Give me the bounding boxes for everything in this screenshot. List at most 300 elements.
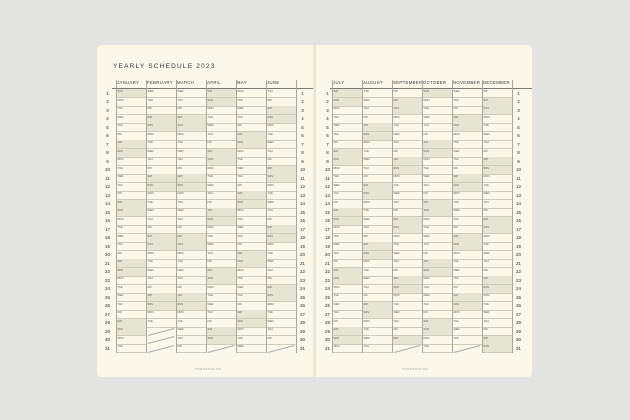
weekday-label: WED — [393, 132, 400, 136]
weekday-label: SAT — [483, 336, 489, 340]
weekday-label: FRI — [267, 158, 272, 161]
day-number-left: 25 — [325, 294, 330, 300]
day-number-left: 21 — [105, 260, 110, 266]
day-number-right: 27 — [516, 311, 521, 317]
weekday-label: SUN — [333, 158, 339, 161]
empty-day-slash — [268, 345, 294, 352]
weekday-label: THU — [117, 124, 123, 127]
weekday-label: SUN — [117, 268, 123, 272]
weekday-label: FRI — [333, 200, 338, 204]
weekday-label: SUN — [363, 311, 369, 314]
page-title: YEARLY SCHEDULE 2023 — [113, 63, 216, 70]
weekday-label: MON — [117, 217, 124, 221]
weekday-label: SAT — [423, 200, 429, 204]
weekday-label: THU — [363, 166, 369, 170]
day-number-right: 5 — [517, 124, 520, 130]
day-number-left: 31 — [325, 345, 330, 351]
weekday-label: SUN — [177, 302, 183, 306]
weekday-label: WED — [393, 192, 400, 195]
day-number-left: 11 — [325, 175, 330, 181]
weekday-label: FRI — [147, 166, 152, 170]
weekday-label: THU — [423, 124, 429, 127]
weekday-label: MON — [237, 209, 244, 212]
day-number-left: 24 — [325, 286, 330, 291]
day-number-right: 20 — [300, 252, 305, 257]
weekday-label: THU — [207, 132, 213, 136]
day-number-right: 8 — [517, 150, 520, 155]
day-number-left: 8 — [106, 150, 109, 155]
weekday-label: FRI — [267, 336, 272, 340]
day-number-right: 29 — [516, 328, 521, 334]
empty-day-slash — [148, 345, 174, 352]
weekday-label: TUE — [237, 98, 243, 102]
weekday-label: THU — [207, 251, 213, 255]
weekday-label: TUE — [393, 183, 399, 187]
day-number-left: 3 — [326, 107, 329, 113]
weekday-label: FRI — [177, 345, 182, 348]
day-number-right: 21 — [516, 260, 521, 266]
weekday-label: WED — [363, 158, 370, 161]
day-number-right: 6 — [517, 133, 520, 138]
weekday-label: SUN — [177, 124, 183, 127]
weekday-label: SUN — [237, 141, 243, 144]
weekday-label: THU — [363, 285, 369, 289]
weekday-label: WED — [207, 243, 214, 246]
weekday-label: MON — [333, 107, 340, 110]
weekday-label: THU — [237, 115, 243, 119]
weekday-label: TUE — [423, 345, 429, 348]
weekday-label: MON — [363, 141, 370, 144]
weekday-label: FRI — [267, 277, 272, 280]
weekday-label: THU — [147, 158, 153, 161]
weekday-label: THU — [117, 243, 123, 246]
weekday-label: SAT — [207, 149, 213, 153]
weekday-label: WED — [147, 90, 154, 93]
weekday-label: SAT — [177, 115, 183, 119]
weekday-label: SAT — [147, 294, 153, 297]
weekday-label: SUN — [423, 90, 429, 93]
weekday-label: TUE — [117, 226, 123, 229]
weekday-label: THU — [117, 183, 123, 187]
weekday-label: WED — [363, 277, 370, 280]
weekday-label: WED — [117, 234, 124, 238]
weekday-label: SUN — [207, 336, 213, 340]
weekday-label: SAT — [237, 251, 243, 255]
day-number-left: 3 — [106, 107, 109, 113]
weekday-label: SAT — [483, 158, 489, 161]
weekday-label: WED — [483, 132, 490, 136]
weekday-label: FRI — [177, 285, 182, 289]
weekday-label: WED — [333, 124, 340, 127]
weekday-label: WED — [237, 107, 244, 110]
weekday-label: FRI — [237, 124, 242, 127]
day-number-right: 31 — [300, 345, 305, 351]
weekday-label: MON — [267, 183, 274, 187]
day-cell — [363, 344, 392, 353]
weekday-label: MON — [147, 132, 154, 136]
weekday-label: TUE — [237, 158, 243, 161]
weekday-label: SAT — [423, 260, 429, 263]
day-number-left: 26 — [105, 303, 110, 308]
weekday-label: SAT — [177, 175, 183, 178]
weekday-label: MON — [363, 260, 370, 263]
day-cell — [237, 344, 266, 353]
weekday-label: FRI — [483, 328, 488, 331]
weekday-label: MON — [267, 124, 274, 127]
day-number-left: 30 — [105, 337, 110, 342]
day-number-left: 14 — [325, 201, 330, 206]
day-number-left: 13 — [325, 192, 330, 198]
month-header: MARCH — [177, 80, 195, 85]
weekday-label: SUN — [363, 251, 369, 255]
day-cell — [393, 336, 422, 345]
weekday-label: MON — [267, 243, 274, 246]
day-number-right: 1 — [517, 90, 520, 96]
weekday-label: THU — [453, 158, 459, 161]
month-header: JULY — [333, 80, 345, 85]
day-number-right: 1 — [301, 90, 304, 96]
weekday-label: TUE — [207, 234, 213, 238]
weekday-label: FRI — [453, 285, 458, 289]
day-number-right: 21 — [300, 260, 305, 266]
weekday-label: SUN — [453, 183, 459, 187]
empty-day-slash — [454, 345, 480, 352]
weekday-label: FRI — [237, 243, 242, 246]
weekday-label: SUN — [117, 149, 123, 153]
month-header: JANUARY — [117, 80, 140, 85]
weekday-label: THU — [483, 141, 489, 144]
weekday-label: THU — [333, 311, 339, 314]
weekday-label: WED — [237, 166, 244, 170]
day-number-left: 4 — [326, 116, 329, 121]
day-number-right: 20 — [516, 252, 521, 257]
day-number-left: 13 — [105, 192, 110, 198]
weekday-label: TUE — [117, 285, 123, 289]
weekday-label: TUE — [393, 243, 399, 246]
day-number-right: 23 — [300, 277, 305, 283]
weekday-label: SAT — [363, 183, 369, 187]
day-number-left: 26 — [325, 303, 330, 308]
weekday-label: SAT — [237, 132, 243, 136]
weekday-label: SAT — [207, 209, 213, 212]
weekday-label: MON — [177, 311, 184, 314]
weekday-label: TUE — [333, 234, 339, 238]
day-number-left: 20 — [105, 252, 110, 257]
weekday-label: SUN — [393, 226, 399, 229]
column-divider — [296, 80, 297, 353]
day-number-left: 16 — [105, 218, 110, 223]
weekday-label: SAT — [483, 98, 489, 102]
weekday-label: WED — [267, 200, 274, 204]
day-number-right: 10 — [516, 167, 521, 172]
day-number-right: 17 — [516, 226, 521, 232]
day-number-right: 7 — [517, 141, 520, 147]
weekday-label: TUE — [117, 107, 123, 110]
weekday-label: WED — [207, 124, 214, 127]
empty-day-slash — [394, 345, 420, 352]
day-number-right: 14 — [516, 201, 521, 206]
weekday-label: TUE — [117, 166, 123, 170]
weekday-label: MON — [177, 132, 184, 136]
weekday-label: MON — [393, 115, 400, 119]
weekday-label: TUE — [363, 149, 369, 153]
day-number-right: 24 — [300, 286, 305, 291]
day-cell — [267, 336, 296, 345]
weekday-label: WED — [177, 90, 184, 93]
day-number-right: 5 — [301, 124, 304, 130]
weekday-label: WED — [393, 251, 400, 255]
day-number-left: 2 — [326, 99, 329, 104]
weekday-label: TUE — [147, 260, 153, 263]
weekday-label: MON — [363, 319, 370, 323]
month-header: SEPTEMBER — [393, 80, 423, 85]
day-number-right: 31 — [516, 345, 521, 351]
weekday-label: SUN — [147, 183, 153, 187]
weekday-label: SUN — [483, 226, 489, 229]
day-cell — [207, 336, 236, 345]
weekday-label: SUN — [453, 243, 459, 246]
weekday-label: THU — [237, 175, 243, 178]
weekday-label: FRI — [237, 183, 242, 187]
day-number-right: 13 — [300, 192, 305, 198]
day-number-right: 18 — [516, 235, 521, 240]
weekday-label: THU — [483, 200, 489, 204]
day-cell — [333, 344, 362, 353]
weekday-label: SAT — [423, 141, 429, 144]
weekday-label: FRI — [453, 107, 458, 110]
weekday-label: WED — [423, 115, 430, 119]
weekday-label: SUN — [483, 345, 489, 348]
day-cell — [147, 319, 176, 328]
weekday-label: THU — [177, 277, 183, 280]
weekday-label: TUE — [267, 251, 273, 255]
day-number-left: 16 — [325, 218, 330, 223]
weekday-label: TUE — [363, 90, 369, 93]
day-number-right: 13 — [516, 192, 521, 198]
empty-day-slash — [148, 336, 174, 343]
day-cell — [423, 344, 452, 353]
month-header: MAY — [237, 80, 247, 85]
day-number-left: 17 — [105, 226, 110, 232]
weekday-label: FRI — [237, 302, 242, 306]
weekday-label: TUE — [393, 302, 399, 306]
weekday-label: FRI — [483, 149, 488, 153]
weekday-label: SAT — [453, 175, 459, 178]
month-header: NOVEMBER — [453, 80, 481, 85]
weekday-label: THU — [363, 345, 369, 348]
weekday-label: MON — [453, 132, 460, 136]
weekday-label: WED — [333, 243, 340, 246]
weekday-label: SUN — [207, 98, 213, 102]
weekday-label: THU — [453, 217, 459, 221]
weekday-label: FRI — [423, 251, 428, 255]
weekday-label: SAT — [237, 192, 243, 195]
weekday-label: THU — [237, 294, 243, 297]
weekday-label: FRI — [333, 141, 338, 144]
weekday-label: SAT — [117, 319, 123, 323]
day-number-left: 30 — [325, 337, 330, 342]
weekday-label: WED — [207, 183, 214, 187]
weekday-label: THU — [177, 158, 183, 161]
weekday-label: MON — [147, 251, 154, 255]
weekday-label: SUN — [207, 158, 213, 161]
day-number-left: 11 — [105, 175, 110, 181]
weekday-label: SUN — [423, 268, 429, 272]
weekday-label: MON — [423, 277, 430, 280]
day-number-right: 22 — [516, 269, 521, 274]
weekday-label: SAT — [237, 311, 243, 314]
day-number-left: 1 — [106, 90, 109, 96]
weekday-label: FRI — [393, 90, 398, 93]
weekday-label: THU — [267, 149, 273, 153]
weekday-label: THU — [147, 217, 153, 221]
weekday-label: TUE — [177, 141, 183, 144]
weekday-label: SUN — [237, 319, 243, 323]
weekday-label: WED — [453, 209, 460, 212]
day-number-right: 23 — [516, 277, 521, 283]
weekday-label: WED — [177, 209, 184, 212]
weekday-label: FRI — [117, 251, 122, 255]
weekday-label: THU — [393, 319, 399, 323]
weekday-label: FRI — [147, 107, 152, 110]
weekday-label: TUE — [423, 226, 429, 229]
day-number-left: 4 — [106, 116, 109, 121]
weekday-label: SUN — [267, 175, 273, 178]
weekday-label: WED — [237, 226, 244, 229]
weekday-label: SUN — [147, 243, 153, 246]
weekday-label: MON — [237, 268, 244, 272]
weekday-label: TUE — [147, 200, 153, 204]
weekday-label: TUE — [363, 268, 369, 272]
day-number-left: 22 — [105, 269, 110, 274]
weekday-label: WED — [423, 294, 430, 297]
weekday-label: MON — [177, 192, 184, 195]
weekday-label: FRI — [393, 209, 398, 212]
weekday-label: SAT — [423, 319, 429, 323]
weekday-label: MON — [453, 192, 460, 195]
weekday-label: TUE — [267, 132, 273, 136]
weekday-label: SUN — [483, 285, 489, 289]
weekday-label: TUE — [147, 141, 153, 144]
day-number-left: 15 — [105, 209, 110, 215]
weekday-label: SAT — [177, 234, 183, 238]
weekday-label: MON — [423, 98, 430, 102]
weekday-label: TUE — [483, 183, 489, 187]
day-number-left: 9 — [326, 158, 329, 164]
weekday-label: WED — [363, 98, 370, 102]
weekday-label: TUE — [333, 115, 339, 119]
weekday-label: SAT — [333, 209, 339, 212]
weekday-label: SUN — [207, 217, 213, 221]
day-number-left: 5 — [106, 124, 109, 130]
weekday-label: FRI — [117, 311, 122, 314]
weekday-label: FRI — [207, 200, 212, 204]
day-number-right: 9 — [517, 158, 520, 164]
weekday-label: FRI — [207, 319, 212, 323]
weekday-label: SAT — [393, 217, 399, 221]
weekday-label: SAT — [453, 294, 459, 297]
weekday-label: WED — [453, 328, 460, 331]
weekday-label: SUN — [237, 200, 243, 204]
weekday-label: THU — [207, 192, 213, 195]
weekday-label: SUN — [147, 302, 153, 306]
weekday-label: THU — [423, 243, 429, 246]
weekday-label: WED — [453, 268, 460, 272]
weekday-label: MON — [207, 226, 214, 229]
weekday-label: WED — [237, 285, 244, 289]
month-header: FEBRUARY — [147, 80, 173, 85]
weekday-label: SAT — [177, 294, 183, 297]
day-number-left: 8 — [326, 150, 329, 155]
weekday-label: WED — [363, 336, 370, 340]
weekday-label: MON — [423, 336, 430, 340]
weekday-label: TUE — [483, 124, 489, 127]
day-number-right: 14 — [300, 201, 305, 206]
weekday-label: SUN — [333, 217, 339, 221]
weekday-label: SAT — [363, 243, 369, 246]
weekday-label: SAT — [207, 328, 213, 331]
day-number-right: 4 — [301, 116, 304, 121]
day-number-left: 9 — [106, 158, 109, 164]
day-number-right: 26 — [516, 303, 521, 308]
day-number-left: 10 — [105, 167, 110, 172]
weekday-label: SAT — [117, 141, 123, 144]
weekday-label: MON — [423, 158, 430, 161]
weekday-label: FRI — [423, 132, 428, 136]
weekday-label: THU — [117, 302, 123, 306]
weekday-label: SUN — [117, 209, 123, 212]
weekday-label: SAT — [147, 234, 153, 238]
weekday-label: TUE — [207, 115, 213, 119]
weekday-label: SAT — [483, 277, 489, 280]
weekday-label: THU — [393, 260, 399, 263]
day-number-left: 31 — [105, 345, 110, 351]
day-number-right: 17 — [300, 226, 305, 232]
day-number-right: 16 — [300, 218, 305, 223]
empty-day-slash — [208, 345, 234, 352]
weekday-label: TUE — [423, 285, 429, 289]
weekday-label: WED — [333, 302, 340, 306]
day-number-left: 10 — [325, 167, 330, 172]
day-number-right: 15 — [300, 209, 305, 215]
weekday-label: THU — [177, 98, 183, 102]
weekday-label: FRI — [393, 268, 398, 272]
day-number-right: 10 — [300, 167, 305, 172]
weekday-label: THU — [393, 141, 399, 144]
weekday-label: FRI — [483, 90, 488, 93]
day-number-left: 12 — [105, 184, 110, 189]
weekday-label: SAT — [393, 336, 399, 340]
day-number-right: 12 — [300, 184, 305, 189]
weekday-label: WED — [207, 302, 214, 306]
day-cell — [117, 344, 146, 353]
day-number-right: 6 — [301, 133, 304, 138]
weekday-label: THU — [333, 251, 339, 255]
weekday-label: WED — [483, 311, 490, 314]
weekday-label: MON — [333, 166, 340, 170]
weekday-label: FRI — [393, 149, 398, 153]
weekday-label: MON — [237, 328, 244, 331]
weekday-label: WED — [333, 183, 340, 187]
weekday-label: WED — [147, 149, 154, 153]
weekday-label: SUN — [363, 132, 369, 136]
weekday-label: SUN — [423, 209, 429, 212]
day-number-left: 6 — [106, 133, 109, 138]
weekday-label: TUE — [423, 166, 429, 170]
weekday-label: FRI — [453, 166, 458, 170]
weekday-label: MON — [453, 251, 460, 255]
weekday-label: THU — [453, 277, 459, 280]
